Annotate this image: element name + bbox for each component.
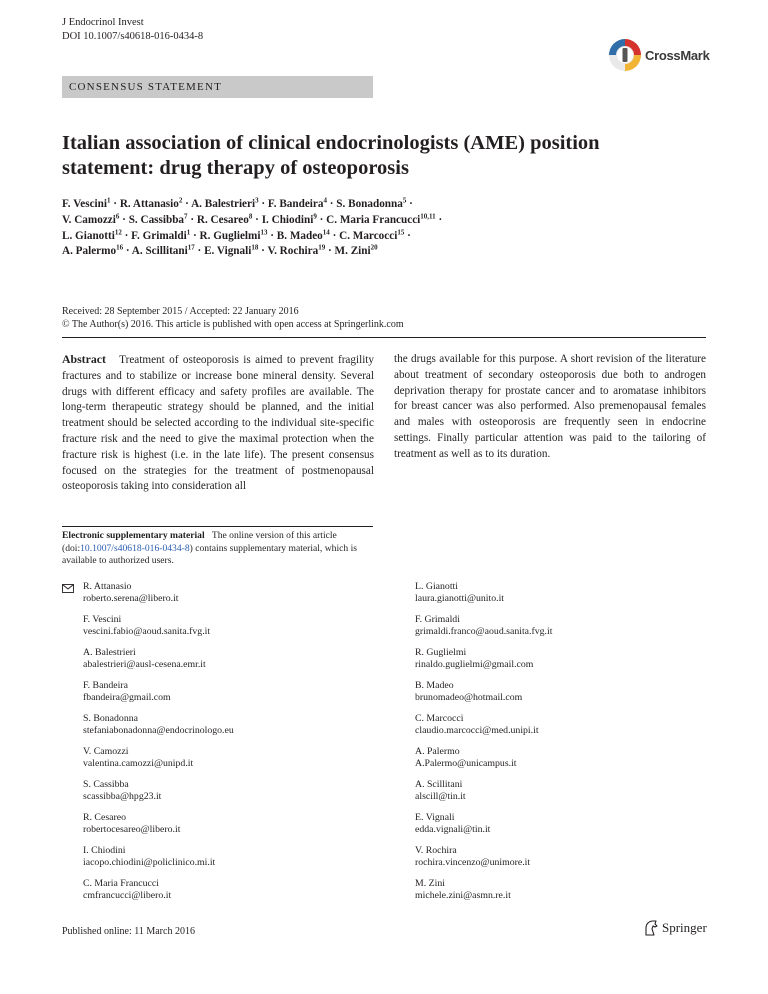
- author-name: A. Scillitani: [131, 245, 188, 258]
- contact-email[interactable]: vescini.fabio@aoud.sanita.fvg.it: [83, 626, 211, 638]
- author: [197, 214, 253, 226]
- contact-email[interactable]: michele.zini@asmn.re.it: [415, 890, 511, 902]
- contact-email[interactable]: fbandeira@gmail.com: [83, 692, 171, 704]
- author-name: R. Cesareo: [196, 213, 249, 226]
- author-affiliation: 12: [114, 227, 122, 236]
- contact-entry: [83, 680, 383, 713]
- springer-logo: [643, 919, 707, 937]
- author: [326, 214, 436, 226]
- author-affiliation: 6: [115, 212, 120, 221]
- author-name: M. Zini: [334, 245, 371, 258]
- contact-email[interactable]: brunomadeo@hotmail.com: [415, 692, 523, 704]
- abstract-column-right: [394, 352, 706, 463]
- contact-name: A. Palermo: [415, 746, 460, 757]
- contact-email[interactable]: alscill@tin.it: [415, 791, 466, 803]
- author: [336, 198, 406, 210]
- contact-entry: [415, 812, 715, 845]
- contact-name: L. Gianotti: [415, 581, 458, 592]
- journal-name: J Endocrinol Invest: [62, 17, 144, 28]
- contact-name: F. Vescini: [83, 614, 122, 625]
- author-affiliation: 1: [186, 227, 191, 236]
- article-dates: [62, 305, 404, 331]
- contact-email[interactable]: grimaldi.franco@aoud.sanita.fvg.it: [415, 626, 553, 638]
- esm-text-before: The online version of this article (doi:: [62, 530, 337, 554]
- contact-email[interactable]: robertocesareo@libero.it: [83, 824, 181, 836]
- author-name: A. Balestrieri: [191, 198, 256, 210]
- author-affiliation: 16: [116, 243, 124, 252]
- contact-email[interactable]: iacopo.chiodini@policlinico.mi.it: [83, 857, 216, 869]
- author: [62, 245, 123, 257]
- author-name: F. Grimaldi: [131, 229, 187, 242]
- author-affiliation: 2: [178, 196, 183, 205]
- article-title: Italian association of clinical endocrinologists (AME) position statement: drug therapy of osteoporosis: [62, 132, 600, 179]
- contact-name: S. Cassibba: [83, 779, 129, 790]
- contact-entry: [83, 845, 383, 878]
- article-doi: DOI 10.1007/s40618-016-0434-8: [62, 31, 204, 42]
- contact-entry: [83, 581, 383, 614]
- contact-name: R. Guglielmi: [415, 647, 467, 658]
- author-name: B. Madeo: [276, 229, 323, 242]
- author-name: R. Attanasio: [119, 198, 179, 210]
- contact-name: A. Scillitani: [415, 779, 463, 790]
- esm-doi-link[interactable]: 10.1007/s40618-016-0434-8: [80, 542, 190, 554]
- contact-name: F. Bandeira: [83, 680, 128, 691]
- abstract-text-left: Treatment of osteoporosis is aimed to prevent fragility fractures and to stabilize or increase bone mineral density. Several drugs with different efficacy and safety profiles are available. The long-term therapeutic strategy should be planned, and the initial treatment should be selected according to the individual site-specific fracture risk and the need to give the maximal protection when the fracture risk is highest (i.e. in the late life). The present consensus focused on the strategies for the treatment of postmenopausal osteoporosis taking into consideration all: [62, 354, 375, 493]
- author-affiliation: 20: [370, 243, 378, 252]
- contact-email[interactable]: claudio.marcocci@med.unipi.it: [415, 725, 539, 737]
- author-name: V. Rochira: [267, 245, 319, 258]
- author: [276, 227, 330, 242]
- contact-name: R. Attanasio: [83, 581, 132, 592]
- contact-entry: [415, 746, 715, 779]
- contact-entry: [415, 779, 715, 812]
- contact-email[interactable]: laura.gianotti@unito.it: [415, 593, 505, 605]
- esm-heading: Electronic supplementary material: [62, 530, 205, 541]
- author-list: F. Vescini$^1$ · R. Attanasio$^2$ · A. Balestrieri$^3$ · F. Bandeira$^4$ · S. Bonadonna$^5$ · V. Camozzi$^6$ · S. Cassibba$^7$ · R. Cesareo$^8$ · I. Chiodini$^9$ · C. Maria Francucci$^{10,11}$ · L. Gianotti$^{12}$ · F. Grimaldi$^1$ · R. Guglielmi$^{13}$ · B. Madeo$^{14}$ · C. Marcocci$^{15}$ · A. Palermo$^{16}$ · A. Scillitani$^{17}$ · E. Vignali$^{18}$ · V. Rochira$^{19}$ · M. Zini$^{20}$: [62, 196, 443, 258]
- author: [339, 227, 405, 242]
- author-name: V. Camozzi: [62, 213, 116, 226]
- author: [204, 245, 258, 257]
- springer-horse-icon: [643, 919, 659, 937]
- author-affiliation: 10,11: [420, 212, 436, 221]
- author-name: F. Vescini: [62, 198, 107, 210]
- contact-name: B. Madeo: [415, 680, 454, 691]
- section-label: CONSENSUS STATEMENT: [62, 76, 373, 98]
- esm-divider: [62, 526, 373, 527]
- author-affiliation: 15: [397, 227, 405, 236]
- contact-entry: [415, 713, 715, 746]
- contact-entry: [83, 647, 383, 680]
- contact-email[interactable]: abalestrieri@ausl-cesena.emr.it: [83, 659, 206, 671]
- author: [268, 198, 327, 210]
- contact-name: A. Balestrieri: [83, 647, 136, 658]
- contact-entry: [415, 680, 715, 713]
- author: [62, 198, 110, 210]
- author-affiliation: 17: [187, 243, 195, 252]
- publisher-name: Springer: [662, 920, 707, 935]
- contact-name: R. Cesareo: [83, 812, 126, 823]
- author-affiliation: 7: [184, 212, 188, 221]
- contact-entry: [415, 845, 715, 878]
- published-date: Published online: 11 March 2016: [62, 926, 195, 937]
- contact-entry: [415, 647, 715, 680]
- contact-entry: [415, 614, 715, 647]
- author-name: S. Cassibba: [128, 213, 185, 226]
- author-affiliation: 5: [402, 196, 407, 205]
- author-affiliation: 9: [313, 212, 317, 221]
- contact-entry: [83, 812, 383, 845]
- author-name: R. Guglielmi: [199, 229, 261, 242]
- author: [62, 227, 122, 242]
- journal-header: [62, 16, 203, 44]
- contact-entry: [83, 713, 383, 746]
- open-access-notice: © The Author(s) 2016. This article is published with open access at Springerlink.com: [62, 319, 404, 330]
- author-affiliation: 4: [323, 196, 327, 205]
- contact-email[interactable]: stefaniabonadonna@endocrinologo.eu: [83, 725, 234, 737]
- received-accepted: Received: 28 September 2015 / Accepted: 22 January 2016: [62, 306, 299, 317]
- contact-name: C. Maria Francucci: [83, 878, 159, 889]
- contact-email[interactable]: rinaldo.guglielmi@gmail.com: [415, 659, 534, 671]
- author-name: C. Marcocci: [339, 229, 398, 242]
- abstract-heading: Abstract: [62, 352, 106, 366]
- author: [120, 198, 183, 210]
- esm-text-after: ) contains supplementary material, which is available to authorized users.: [62, 542, 357, 567]
- author-affiliation: 13: [260, 227, 268, 236]
- header-divider: [62, 337, 706, 338]
- contact-email[interactable]: cmfrancucci@libero.it: [83, 890, 172, 902]
- contact-entry: [83, 614, 383, 647]
- envelope-icon: [62, 584, 74, 593]
- author: [267, 245, 325, 257]
- author: [191, 198, 259, 210]
- contact-entry: [415, 878, 715, 911]
- contact-email[interactable]: valentina.camozzi@unipd.it: [83, 758, 194, 770]
- contact-name: E. Vignali: [415, 812, 455, 823]
- author-affiliation: 19: [318, 243, 326, 252]
- contact-email[interactable]: edda.vignali@tin.it: [415, 824, 491, 836]
- contact-entry: [83, 878, 383, 911]
- author: [335, 245, 378, 257]
- crossmark-label: CrossMark: [645, 47, 710, 63]
- author-name: F. Bandeira: [267, 198, 324, 210]
- author-affiliation: 18: [251, 243, 259, 252]
- author: [199, 227, 268, 242]
- contact-email[interactable]: rochira.vincenzo@unimore.it: [415, 857, 531, 869]
- contact-entry: [83, 746, 383, 779]
- author: [132, 245, 195, 257]
- contact-email[interactable]: scassibba@hpg23.it: [83, 791, 162, 803]
- author-affiliation: 3: [255, 196, 259, 205]
- contact-name: F. Grimaldi: [415, 614, 460, 625]
- author: [62, 214, 119, 226]
- author-affiliation: 8: [248, 212, 253, 221]
- author-name: I. Chiodini: [261, 213, 314, 226]
- contact-name: V. Rochira: [415, 845, 457, 856]
- contact-entry: [415, 581, 715, 614]
- crossmark-badge[interactable]: [608, 37, 718, 73]
- abstract-text-right: the drugs available for this purpose. A short revision of the literature about treatment of secondary osteoporosis due both to androgen deprivation therapy for prostate cancer and to aromatase inhibitors for breast cancer was also performed. Also premenopausal females and males with osteoporosis are frequently seen in endocrine settings. Finally particular attention was paid to the tailoring of treatment as well as to its duration.: [394, 353, 706, 460]
- abstract-column-left: [62, 352, 374, 495]
- contact-entry: [83, 779, 383, 812]
- contact-name: M. Zini: [415, 878, 445, 889]
- contact-email[interactable]: A.Palermo@unicampus.it: [415, 758, 517, 770]
- author-name: S. Bonadonna: [336, 198, 403, 210]
- supplementary-note: [62, 530, 362, 568]
- author-affiliation: 1: [106, 196, 111, 205]
- author-name: C. Maria Francucci: [326, 213, 421, 226]
- contacts-left-column: [83, 581, 383, 911]
- contact-name: I. Chiodini: [83, 845, 126, 856]
- author-affiliation: 14: [322, 227, 330, 236]
- author-name: A. Palermo: [62, 245, 117, 258]
- author: [262, 214, 317, 226]
- contact-name: S. Bonadonna: [83, 713, 138, 724]
- author-name: L. Gianotti: [62, 229, 115, 242]
- crossmark-icon: [608, 37, 642, 73]
- contact-name: V. Camozzi: [83, 746, 129, 757]
- contact-name: C. Marcocci: [415, 713, 464, 724]
- author: [131, 227, 191, 242]
- author-name: E. Vignali: [204, 245, 252, 258]
- contacts-right-column: [415, 581, 715, 911]
- contact-email[interactable]: roberto.serena@libero.it: [83, 593, 179, 605]
- author: [129, 214, 188, 226]
